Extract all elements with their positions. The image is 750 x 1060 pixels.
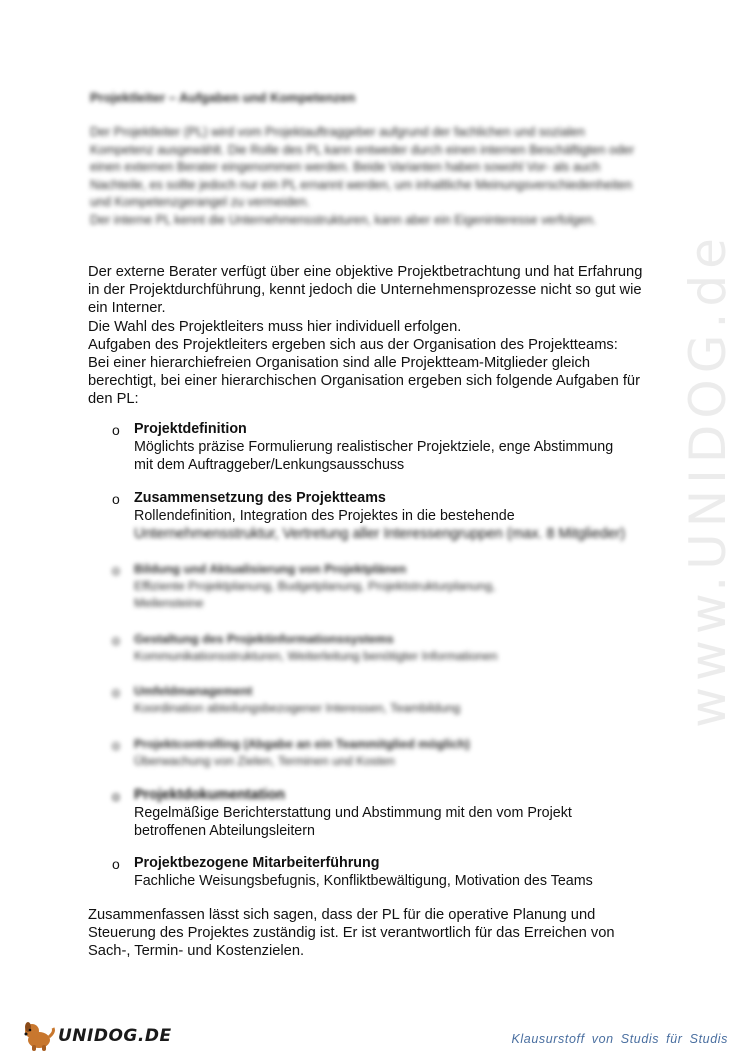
document-title: Projektleiter – Aufgaben und Kompetenzen [90,90,356,105]
task-title: Projektcontrolling (Abgabe an ein Teammitglied möglich) [134,737,470,751]
body-line: in der Projektdurchführung, kennt jedoch die Unternehmensprozesse nicht so gut wie [88,282,642,299]
body-line: den PL: [88,391,139,408]
task-desc-line: Regelmäßige Berichterstattung und Abstimmung mit den vom Projekt [134,805,572,821]
intro-section [90,124,635,229]
summary-line: Steuerung des Projektes zuständig ist. Er ist verantwortlich für das Erreichen von [88,925,615,942]
task-title: Umfeldmanagement [134,684,253,698]
body-text [88,263,668,409]
task-title: Projektbezogene Mitarbeiterführung [134,855,380,871]
bullet: o [112,632,120,648]
bullet: o [112,684,120,700]
task-title: Bildung und Aktualisierung von Projektplänen [134,562,407,576]
task-title: Gestaltung des Projektinformationssystems [134,632,394,646]
task-desc-line: Möglichts präzise Formulierung realistischer Projektziele, enge Abstimmung [134,439,614,455]
task-title: Projektdokumentation [134,787,285,803]
summary-line: Sach-, Termin- und Kostenzielen. [88,943,305,960]
task-description [134,648,664,665]
task-desc-line: Fachliche Weisungsbefugnis, Konfliktbewältigung, Motivation des Teams [134,873,593,889]
bullet: o [112,562,120,578]
body-line: Die Wahl des Projektleiters muss hier individuell erfolgen. [88,318,462,335]
task-desc-line: mit dem Auftraggeber/Lenkungsausschuss [134,457,405,473]
bullet: o [112,737,120,753]
bullet: o [112,491,120,507]
task-description [134,700,664,717]
task-desc-line: Unternehmensstruktur, Vertretung aller Interessengruppen (max. 8 Mitglieder) [134,526,626,542]
task-title: Projektdefinition [134,421,247,437]
body-line: Aufgaben des Projektleiters ergeben sich aus der Organisation des Projektteams: [88,336,618,353]
footer-tagline: Klausurstoff von Studis für Studis [511,1032,728,1046]
intro-paragraph: Der interne PL kennt die Unternehmensstrukturen, kann aber ein Eigeninteresse verfolgen. [90,212,597,227]
summary-line: Zusammenfassen lässt sich sagen, dass der PL für die operative Planung und [88,907,596,923]
task-description [134,872,664,890]
task-desc-line: Überwachung von Zielen, Terminen und Kosten [134,754,395,768]
task-desc-line: betroffenen Abteilungsleitern [134,823,315,839]
task-desc-line: Koordination abteilungsbezogener Interessen, Teambildung [134,701,461,715]
watermark: www.UNIDOG.de [679,232,737,728]
summary-text [88,906,668,961]
bullet: o [112,422,120,438]
body-line: Bei einer hierarchiefreien Organisation sind alle Projektteam-Mitglieder gleich [88,355,591,372]
task-desc-line: Kommunikationsstrukturen, Weiterleitung benötigter Informationen [134,649,498,663]
task-desc-line: Effiziente Projektplanung, Budgetplanung, Projektstrukturplanung, [134,579,496,593]
task-desc-line: Rollendefinition, Integration des Projektes in die bestehende [134,508,515,524]
task-description [134,578,664,612]
intro-paragraph: Der Projektleiter (PL) wird vom Projektauftraggeber aufgrund der fachlichen und sozialen Kompetenz ausgewählt. Die Rolle des PL kann entweder durch einen internen Beschäftigten oder einen externen Berater eingenommen werden. Beide Varianten haben sowohl Vor- als auch Nachteile, es sollte jedoch nur ein PL ernannt werden, um inhaltliche Meinungsverschiedenheiten und Kompetenzgerangel zu vermeiden. [90,125,635,209]
bullet: o [112,856,120,872]
bullet: o [112,788,120,804]
body-line: Der externe Berater verfügt über eine objektive Projektbetrachtung und hat Erfahrung [88,264,643,280]
task-description [134,753,664,770]
task-desc-line: Meilensteine [134,596,204,610]
unidog-logo[interactable] [22,1018,172,1052]
task-description [134,438,664,474]
task-description [134,804,664,840]
body-line: ein Interner. [88,300,166,317]
dog-icon [22,1018,56,1052]
body-line: berechtigt, bei einer hierarchischen Organisation ergeben sich folgende Aufgaben für [88,373,640,390]
task-title: Zusammensetzung des Projektteams [134,490,386,506]
task-description [134,507,664,543]
logo-text: UNIDOG.DE [58,1026,172,1046]
